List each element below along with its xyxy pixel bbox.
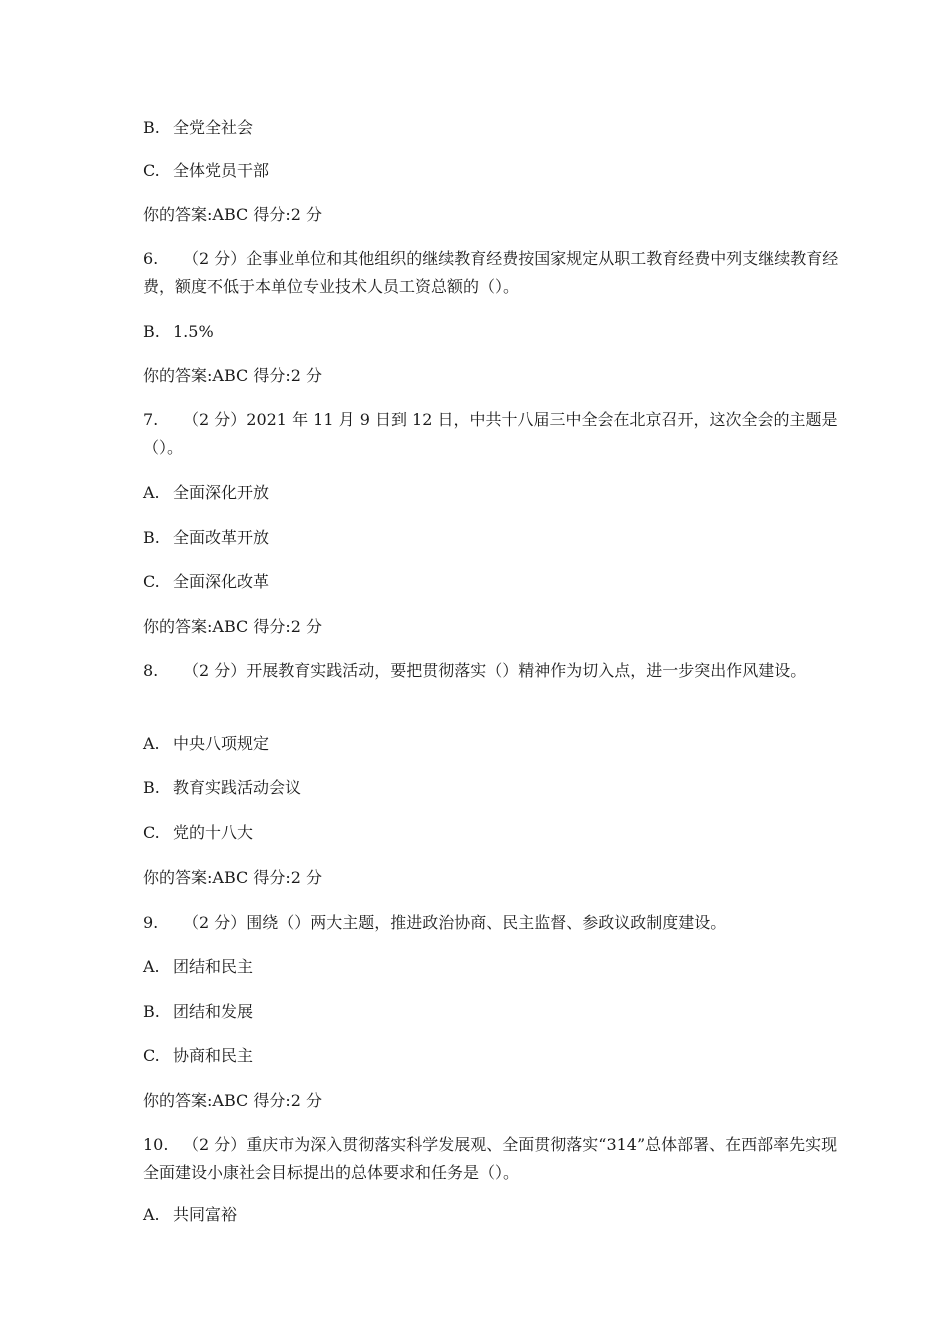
answer-line: 你的答案:ABC 得分:2 分 — [143, 205, 322, 224]
option-line — [143, 1042, 253, 1070]
option-text: 全党全社会 — [173, 118, 254, 137]
option-line — [143, 157, 269, 185]
option-line — [143, 774, 301, 802]
option-text: 团结和民主 — [173, 957, 254, 976]
option-line — [143, 114, 253, 142]
option-text: 协商和民主 — [173, 1046, 254, 1065]
option-text: 共同富裕 — [173, 1205, 238, 1224]
option-letter: A. — [143, 483, 160, 502]
question-text: （2 分）围绕（）两大主题，推进政治协商、民主监督、参政议政制度建设。 — [183, 913, 727, 932]
question-number: 6. — [143, 249, 159, 268]
option-line — [143, 1201, 237, 1229]
question-stem — [143, 1131, 843, 1187]
option-text: 教育实践活动会议 — [173, 778, 302, 797]
answer-line: 你的答案:ABC 得分:2 分 — [143, 1091, 322, 1110]
option-text: 全面改革开放 — [173, 528, 270, 547]
option-line — [143, 998, 253, 1026]
answer-line: 你的答案:ABC 得分:2 分 — [143, 617, 322, 636]
question-number: 10. — [143, 1135, 169, 1154]
option-letter: C. — [143, 572, 160, 591]
option-text: 全面深化改革 — [173, 572, 270, 591]
option-letter: C. — [143, 1046, 160, 1065]
option-letter: B. — [143, 118, 160, 137]
option-text: 团结和发展 — [173, 1002, 254, 1021]
question-stem — [143, 406, 843, 462]
question-text: （2 分）开展教育实践活动，要把贯彻落实（）精神作为切入点，进一步突出作风建设。 — [183, 661, 807, 680]
question-stem — [143, 245, 843, 301]
option-line — [143, 479, 269, 507]
question-stem — [143, 909, 843, 937]
option-line — [143, 953, 253, 981]
question-number: 8. — [143, 661, 159, 680]
option-text: 党的十八大 — [173, 823, 254, 842]
option-letter: A. — [143, 734, 160, 753]
option-letter: B. — [143, 1002, 160, 1021]
option-letter: C. — [143, 823, 160, 842]
option-letter: A. — [143, 1205, 160, 1224]
option-line — [143, 730, 269, 758]
question-number: 9. — [143, 913, 159, 932]
option-text: 全体党员干部 — [173, 161, 270, 180]
option-text: 中央八项规定 — [173, 734, 270, 753]
answer-line: 你的答案:ABC 得分:2 分 — [143, 366, 322, 385]
question-text: （2 分）2021 年 11 月 9 日到 12 日，中共十八届三中全会在北京召开，这次全会的主题是（）。 — [143, 410, 838, 457]
option-line — [143, 318, 214, 346]
option-line — [143, 819, 253, 847]
option-letter: B. — [143, 322, 160, 341]
option-letter: B. — [143, 528, 160, 547]
option-letter: A. — [143, 957, 160, 976]
answer-line: 你的答案:ABC 得分:2 分 — [143, 868, 322, 887]
option-text: 1.5% — [173, 322, 214, 341]
option-text: 全面深化开放 — [173, 483, 270, 502]
question-text: （2 分）重庆市为深入贯彻落实科学发展观、全面贯彻落实“314”总体部署、在西部率先实现全面建设小康社会目标提出的总体要求和任务是（）。 — [143, 1135, 838, 1182]
question-number: 7. — [143, 410, 159, 429]
option-line — [143, 524, 269, 552]
option-letter: C. — [143, 161, 160, 180]
option-line — [143, 568, 269, 596]
option-letter: B. — [143, 778, 160, 797]
question-text: （2 分）企事业单位和其他组织的继续教育经费按国家规定从职工教育经费中列支继续教育经费，额度不低于本单位专业技术人员工资总额的（）。 — [143, 249, 839, 296]
question-stem — [143, 657, 843, 685]
